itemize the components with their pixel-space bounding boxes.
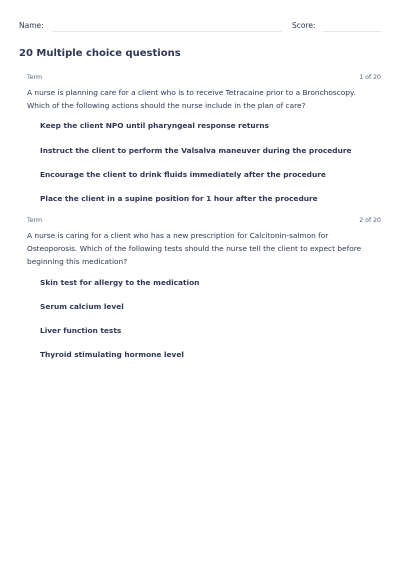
question-card-2 — [27, 217, 381, 367]
worksheet-header — [19, 21, 381, 33]
question-meta — [27, 217, 381, 227]
term-label: Term — [27, 217, 42, 224]
answer-option[interactable]: Instruct the client to perform the Valsalva maneuver during the procedure — [40, 146, 352, 155]
term-label: Term — [27, 74, 42, 81]
question-counter: 1 of 20 — [359, 74, 381, 81]
score-field[interactable] — [323, 31, 381, 32]
answer-option[interactable]: Encourage the client to drink fluids immediately after the procedure — [40, 170, 326, 179]
answer-option[interactable]: Skin test for allergy to the medication — [40, 278, 200, 287]
score-label: Score: — [292, 21, 316, 30]
question-meta — [27, 74, 381, 84]
question-card-1 — [27, 74, 381, 214]
name-label: Name: — [19, 21, 44, 30]
page-title: 20 Multiple choice questions — [19, 48, 181, 59]
answer-option[interactable]: Serum calcium level — [40, 302, 124, 311]
answer-option[interactable]: Place the client in a supine position for 1 hour after the procedure — [40, 194, 318, 203]
question-text: A nurse is planning care for a client who is to receive Tetracaine prior to a Bronchoscopy. Which of the following actions should the nurse include in the plan of care? — [27, 88, 356, 110]
answer-option[interactable]: Thyroid stimulating hormone level — [40, 350, 184, 359]
answer-option[interactable]: Keep the client NPO until pharyngeal response returns — [40, 121, 269, 130]
question-counter: 2 of 20 — [359, 217, 381, 224]
answer-option[interactable]: Liver function tests — [40, 326, 122, 335]
question-text: A nurse is caring for a client who has a new prescription for Calcitonin-salmon for Osteoporosis. Which of the following tests should the nurse tell the client to expect before beginning this medication? — [27, 231, 362, 266]
name-field[interactable] — [52, 31, 282, 32]
